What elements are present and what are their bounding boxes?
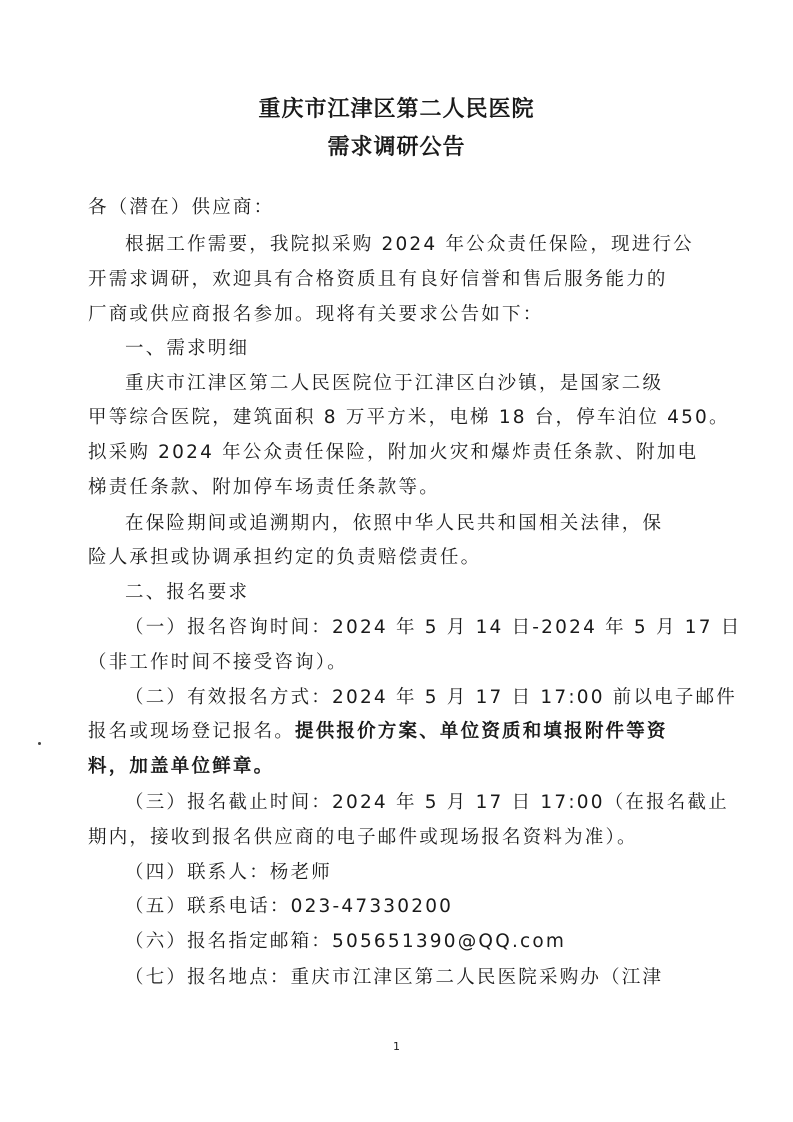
registration-location: （七）报名地点：重庆市江津区第二人民医院采购办（江津 (125, 967, 664, 988)
requirement-line: （三）报名截止时间：2024 年 5 月 17 日 17:00（在报名截止 (125, 792, 729, 813)
paragraph-line: 甲等综合医院，建筑面积 8 万平方米，电梯 18 台，停车泊位 450。 (88, 407, 730, 428)
paragraph-line: 在保险期间或追溯期内，依照中华人民共和国相关法律，保 (125, 513, 664, 534)
requirement-line: （非工作时间不接受咨询）。 (88, 652, 348, 673)
contact-phone: （五）联系电话：023-47330200 (125, 896, 454, 917)
paragraph-line: 险人承担或协调承担约定的负责赔偿责任。 (88, 547, 482, 568)
document-title: 重庆市江津区第二人民医院 (258, 96, 535, 122)
contact-email: （六）报名指定邮箱：505651390@QQ.com (125, 931, 567, 952)
page-number: 1 (393, 1040, 400, 1053)
requirement-bold-text: 提供报价方案、单位资质和填报附件等资 (295, 721, 668, 742)
paragraph-line: 拟采购 2024 年公众责任保险，附加火灾和爆炸责任条款、附加电 (88, 442, 699, 463)
document-subtitle: 需求调研公告 (327, 134, 466, 160)
requirement-line: （一）报名咨询时间：2024 年 5 月 14 日-2024 年 5 月 17 日 (125, 617, 742, 638)
paragraph-line: 重庆市江津区第二人民医院位于江津区白沙镇，是国家二级 (125, 373, 664, 394)
requirement-line (88, 720, 728, 744)
requirement-line: （二）有效报名方式：2024 年 5 月 17 日 17:00 前以电子邮件 (125, 687, 737, 708)
requirement-text: 报名或现场登记报名。 (88, 721, 296, 742)
paragraph-line: 厂商或供应商报名参加。现将有关要求公告如下： (88, 304, 544, 325)
contact-person: （四）联系人：杨老师 (125, 862, 333, 883)
paragraph-line: 根据工作需要，我院拟采购 2024 年公众责任保险，现进行公 (125, 234, 694, 255)
paragraph-line: 开需求调研，欢迎具有合格资质且有良好信誉和售后服务能力的 (88, 269, 668, 290)
paragraph-line: 梯责任条款、附加停车场责任条款等。 (88, 477, 440, 498)
salutation: 各（潜在）供应商： (88, 197, 275, 218)
requirement-line: 期内，接收到报名供应商的电子邮件或现场报名资料为准）。 (88, 827, 638, 848)
section-heading: 二、报名要求 (125, 582, 250, 603)
requirement-bold-line: 料，加盖单位鲜章。 (88, 756, 275, 777)
scan-speck (38, 742, 41, 745)
section-heading: 一、需求明细 (125, 338, 250, 359)
